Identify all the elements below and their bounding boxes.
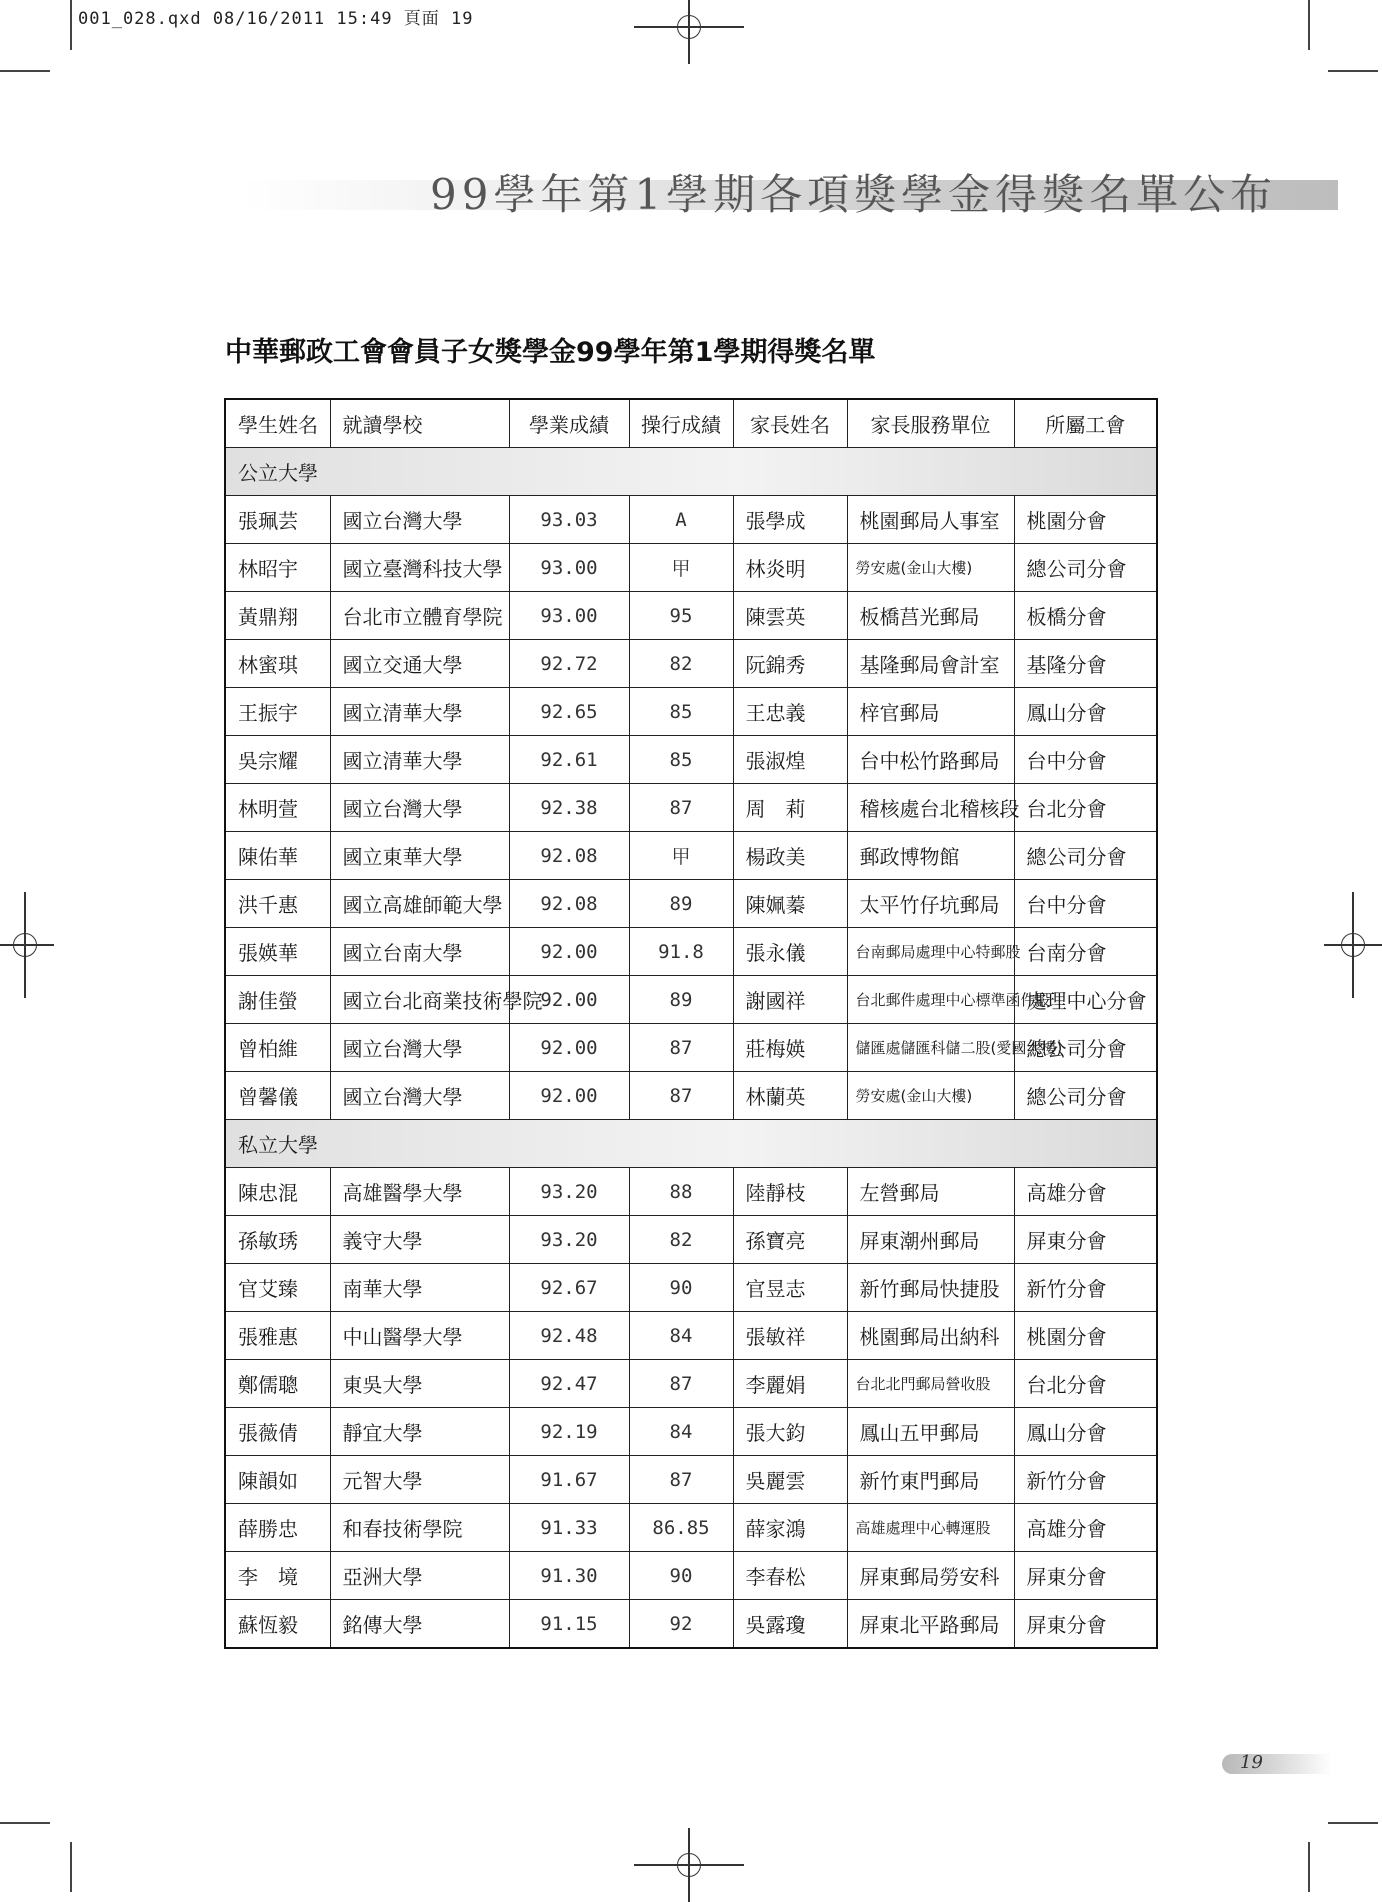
table-cell: 張學成 (733, 496, 847, 544)
table-cell: 87 (629, 1456, 733, 1504)
table-row (225, 1312, 1157, 1360)
table-cell: 台北郵件處理中心標準函件股 (847, 976, 1014, 1024)
print-slug: 001_028.qxd 08/16/2011 15:49 頁面 19 (78, 9, 474, 29)
crop-mark (1328, 1822, 1378, 1824)
table-cell: 元智大學 (330, 1456, 509, 1504)
crop-mark (70, 1842, 72, 1892)
table-cell: 85 (629, 736, 733, 784)
table-cell: 李春松 (733, 1552, 847, 1600)
table-cell: 87 (629, 784, 733, 832)
table-cell: 林明萱 (225, 784, 330, 832)
table-cell: 謝國祥 (733, 976, 847, 1024)
table-cell: 吳麗雲 (733, 1456, 847, 1504)
table-cell: 82 (629, 640, 733, 688)
table-cell: 國立東華大學 (330, 832, 509, 880)
table-cell: 國立台灣大學 (330, 1072, 509, 1120)
table-cell: 桃園郵局人事室 (847, 496, 1014, 544)
table-cell: 台北分會 (1014, 1360, 1157, 1408)
table-cell: 王振宇 (225, 688, 330, 736)
table-cell: 91.15 (509, 1600, 629, 1649)
table-row (225, 640, 1157, 688)
table-cell: 總公司分會 (1014, 1024, 1157, 1072)
table-cell: 92.72 (509, 640, 629, 688)
table-row (225, 1456, 1157, 1504)
table-cell: 82 (629, 1216, 733, 1264)
registration-mark-icon (10, 930, 40, 960)
table-cell: 陸靜枝 (733, 1168, 847, 1216)
banner-title: 99學年第1學期各項獎學金得獎名單公布 (430, 170, 1278, 219)
table-cell: 吳宗耀 (225, 736, 330, 784)
table-cell: 台中分會 (1014, 736, 1157, 784)
table-cell: 桃園分會 (1014, 1312, 1157, 1360)
table-row (225, 1024, 1157, 1072)
table-cell: 張珮芸 (225, 496, 330, 544)
table-cell: 90 (629, 1552, 733, 1600)
table-cell: 95 (629, 592, 733, 640)
table-cell: 90 (629, 1264, 733, 1312)
table-cell: 國立台灣大學 (330, 784, 509, 832)
table-cell: 林炎明 (733, 544, 847, 592)
table-cell: 91.30 (509, 1552, 629, 1600)
table-cell: 92.00 (509, 1024, 629, 1072)
table-cell: 屏東分會 (1014, 1216, 1157, 1264)
table-cell: 郵政博物館 (847, 832, 1014, 880)
column-header: 家長服務單位 (847, 399, 1014, 448)
table-cell: 基隆郵局會計室 (847, 640, 1014, 688)
table-row (225, 1360, 1157, 1408)
table-cell: 國立台南大學 (330, 928, 509, 976)
table-cell: 92.00 (509, 976, 629, 1024)
table-cell: 92.48 (509, 1312, 629, 1360)
table-cell: 新竹分會 (1014, 1456, 1157, 1504)
table-cell: 88 (629, 1168, 733, 1216)
table-cell: 張薇倩 (225, 1408, 330, 1456)
table-cell: 張敏祥 (733, 1312, 847, 1360)
table-row (225, 928, 1157, 976)
table-cell: 官艾臻 (225, 1264, 330, 1312)
table-cell: 新竹郵局快捷股 (847, 1264, 1014, 1312)
table-cell: 銘傳大學 (330, 1600, 509, 1649)
table-cell: 板橋分會 (1014, 592, 1157, 640)
table-row (225, 832, 1157, 880)
table-cell: 89 (629, 976, 733, 1024)
section-title: 中華郵政工會會員子女獎學金99學年第1學期得獎名單 (225, 337, 876, 368)
table-cell: 桃園郵局出納科 (847, 1312, 1014, 1360)
table-cell: 屏東北平路郵局 (847, 1600, 1014, 1649)
table-cell: 謝佳螢 (225, 976, 330, 1024)
table-cell: 總公司分會 (1014, 544, 1157, 592)
table-cell: 和春技術學院 (330, 1504, 509, 1552)
table-cell: 鳳山五甲郵局 (847, 1408, 1014, 1456)
table-row (225, 1504, 1157, 1552)
table-row (225, 544, 1157, 592)
table-cell: 93.20 (509, 1168, 629, 1216)
table-cell: 92.08 (509, 880, 629, 928)
crop-mark (1308, 0, 1310, 50)
table-cell: 國立高雄師範大學 (330, 880, 509, 928)
table-cell: 台北分會 (1014, 784, 1157, 832)
table-cell: 林蜜琪 (225, 640, 330, 688)
table-cell: 92.47 (509, 1360, 629, 1408)
table-cell: 張媖華 (225, 928, 330, 976)
table-cell: 92.08 (509, 832, 629, 880)
table-cell: 國立台灣大學 (330, 1024, 509, 1072)
table-cell: 薛家鴻 (733, 1504, 847, 1552)
table-cell: 台中松竹路郵局 (847, 736, 1014, 784)
column-header: 所屬工會 (1014, 399, 1157, 448)
page-number: 19 (1240, 1752, 1263, 1773)
registration-mark-icon (1338, 930, 1368, 960)
table-cell: 93.20 (509, 1216, 629, 1264)
table-cell: 屏東分會 (1014, 1600, 1157, 1649)
table-cell: 屏東分會 (1014, 1552, 1157, 1600)
table-cell: 甲 (629, 544, 733, 592)
table-cell: 國立清華大學 (330, 736, 509, 784)
crop-mark (0, 1822, 50, 1824)
scholarship-table (224, 398, 1158, 1649)
table-cell: 陳雲英 (733, 592, 847, 640)
table-cell: 莊梅媖 (733, 1024, 847, 1072)
table-cell: 林昭宇 (225, 544, 330, 592)
section-label: 公立大學 (225, 448, 1157, 496)
table-cell: 板橋莒光郵局 (847, 592, 1014, 640)
table-cell: 洪千惠 (225, 880, 330, 928)
table-row (225, 1600, 1157, 1649)
table-cell: 陳姵蓁 (733, 880, 847, 928)
table-cell: 南華大學 (330, 1264, 509, 1312)
table-cell: 儲匯處儲匯科儲二股(愛國大樓) (847, 1024, 1014, 1072)
table-cell: 台北市立體育學院 (330, 592, 509, 640)
table-row (225, 496, 1157, 544)
table-cell: 王忠義 (733, 688, 847, 736)
table-cell: 勞安處(金山大樓) (847, 1072, 1014, 1120)
table-cell: 鳳山分會 (1014, 688, 1157, 736)
table-cell: 台北北門郵局營收股 (847, 1360, 1014, 1408)
table-row (225, 1408, 1157, 1456)
table-cell: 國立台灣大學 (330, 496, 509, 544)
table-cell: 台南郵局處理中心特郵股 (847, 928, 1014, 976)
table-cell: 高雄處理中心轉運股 (847, 1504, 1014, 1552)
table-cell: 屏東郵局勞安科 (847, 1552, 1014, 1600)
crop-mark (1308, 1842, 1310, 1892)
table-cell: 吳露瓊 (733, 1600, 847, 1649)
table-row (225, 1168, 1157, 1216)
table-cell: 陳韻如 (225, 1456, 330, 1504)
table-cell: 國立交通大學 (330, 640, 509, 688)
section-label: 私立大學 (225, 1120, 1157, 1168)
table-row (225, 784, 1157, 832)
table-cell: 總公司分會 (1014, 1072, 1157, 1120)
table-cell: 高雄分會 (1014, 1168, 1157, 1216)
column-header: 學生姓名 (225, 399, 330, 448)
table-cell: 黃鼎翔 (225, 592, 330, 640)
table-row (225, 736, 1157, 784)
table-cell: 92 (629, 1600, 733, 1649)
table-cell: 台南分會 (1014, 928, 1157, 976)
table-cell: 93.00 (509, 592, 629, 640)
table-cell: 91.67 (509, 1456, 629, 1504)
table-cell: 高雄醫學大學 (330, 1168, 509, 1216)
table-cell: 鳳山分會 (1014, 1408, 1157, 1456)
table-row (225, 880, 1157, 928)
table-cell: 屏東潮州郵局 (847, 1216, 1014, 1264)
table-cell: 86.85 (629, 1504, 733, 1552)
table-cell: 基隆分會 (1014, 640, 1157, 688)
table-cell: 國立清華大學 (330, 688, 509, 736)
table-cell: 陳佑華 (225, 832, 330, 880)
table-cell: 楊政美 (733, 832, 847, 880)
table-cell: 84 (629, 1312, 733, 1360)
table-cell: 薛勝忠 (225, 1504, 330, 1552)
table-cell: 高雄分會 (1014, 1504, 1157, 1552)
table-cell: 92.61 (509, 736, 629, 784)
table-section-row (225, 1120, 1157, 1168)
crop-mark (70, 0, 72, 50)
table-cell: 張永儀 (733, 928, 847, 976)
table-cell: 梓官郵局 (847, 688, 1014, 736)
column-header: 操行成績 (629, 399, 733, 448)
table-cell: A (629, 496, 733, 544)
column-header: 家長姓名 (733, 399, 847, 448)
table-cell: 義守大學 (330, 1216, 509, 1264)
table-cell: 東吳大學 (330, 1360, 509, 1408)
table-header-row (225, 399, 1157, 448)
registration-mark-icon (674, 12, 704, 42)
table-cell: 92.65 (509, 688, 629, 736)
table-cell: 孫敏琇 (225, 1216, 330, 1264)
table-cell: 勞安處(金山大樓) (847, 544, 1014, 592)
table-cell: 新竹東門郵局 (847, 1456, 1014, 1504)
table-cell: 92.00 (509, 1072, 629, 1120)
table-cell: 稽核處台北稽核段 (847, 784, 1014, 832)
table-row (225, 976, 1157, 1024)
table-cell: 甲 (629, 832, 733, 880)
table-cell: 太平竹仔坑郵局 (847, 880, 1014, 928)
table-cell: 87 (629, 1024, 733, 1072)
page-number-bar (1222, 1754, 1332, 1774)
table-cell: 93.03 (509, 496, 629, 544)
table-cell: 新竹分會 (1014, 1264, 1157, 1312)
table-cell: 陳忠混 (225, 1168, 330, 1216)
table-cell: 官昱志 (733, 1264, 847, 1312)
table-cell: 張大鈞 (733, 1408, 847, 1456)
table-row (225, 1264, 1157, 1312)
table-section-row (225, 448, 1157, 496)
table-row (225, 1216, 1157, 1264)
table-row (225, 592, 1157, 640)
crop-mark (0, 70, 50, 72)
table-cell: 92.38 (509, 784, 629, 832)
table-cell: 中山醫學大學 (330, 1312, 509, 1360)
registration-mark-icon (674, 1850, 704, 1880)
table-cell: 處理中心分會 (1014, 976, 1157, 1024)
table-cell: 台中分會 (1014, 880, 1157, 928)
table-cell: 87 (629, 1072, 733, 1120)
table-cell: 91.8 (629, 928, 733, 976)
table-cell: 左營郵局 (847, 1168, 1014, 1216)
table-cell: 張雅惠 (225, 1312, 330, 1360)
table-cell: 89 (629, 880, 733, 928)
table-cell: 國立台北商業技術學院 (330, 976, 509, 1024)
table-cell: 總公司分會 (1014, 832, 1157, 880)
table-cell: 李麗娟 (733, 1360, 847, 1408)
table-cell: 鄭儒聰 (225, 1360, 330, 1408)
table-cell: 桃園分會 (1014, 496, 1157, 544)
table-cell: 亞洲大學 (330, 1552, 509, 1600)
table-cell: 林蘭英 (733, 1072, 847, 1120)
crop-mark (1328, 70, 1378, 72)
table-row (225, 1552, 1157, 1600)
table-cell: 92.67 (509, 1264, 629, 1312)
table-row (225, 688, 1157, 736)
table-cell: 國立臺灣科技大學 (330, 544, 509, 592)
table-cell: 93.00 (509, 544, 629, 592)
table-cell: 91.33 (509, 1504, 629, 1552)
table-cell: 孫寶亮 (733, 1216, 847, 1264)
table-cell: 92.00 (509, 928, 629, 976)
table-row (225, 1072, 1157, 1120)
column-header: 學業成績 (509, 399, 629, 448)
table-cell: 靜宜大學 (330, 1408, 509, 1456)
table-cell: 曾柏維 (225, 1024, 330, 1072)
table-cell: 曾馨儀 (225, 1072, 330, 1120)
table-cell: 85 (629, 688, 733, 736)
table-cell: 92.19 (509, 1408, 629, 1456)
table-cell: 李 境 (225, 1552, 330, 1600)
table-cell: 張淑煌 (733, 736, 847, 784)
table-cell: 阮錦秀 (733, 640, 847, 688)
table-cell: 周 莉 (733, 784, 847, 832)
table-cell: 84 (629, 1408, 733, 1456)
table-cell: 蘇恆毅 (225, 1600, 330, 1649)
column-header: 就讀學校 (330, 399, 509, 448)
table-cell: 87 (629, 1360, 733, 1408)
